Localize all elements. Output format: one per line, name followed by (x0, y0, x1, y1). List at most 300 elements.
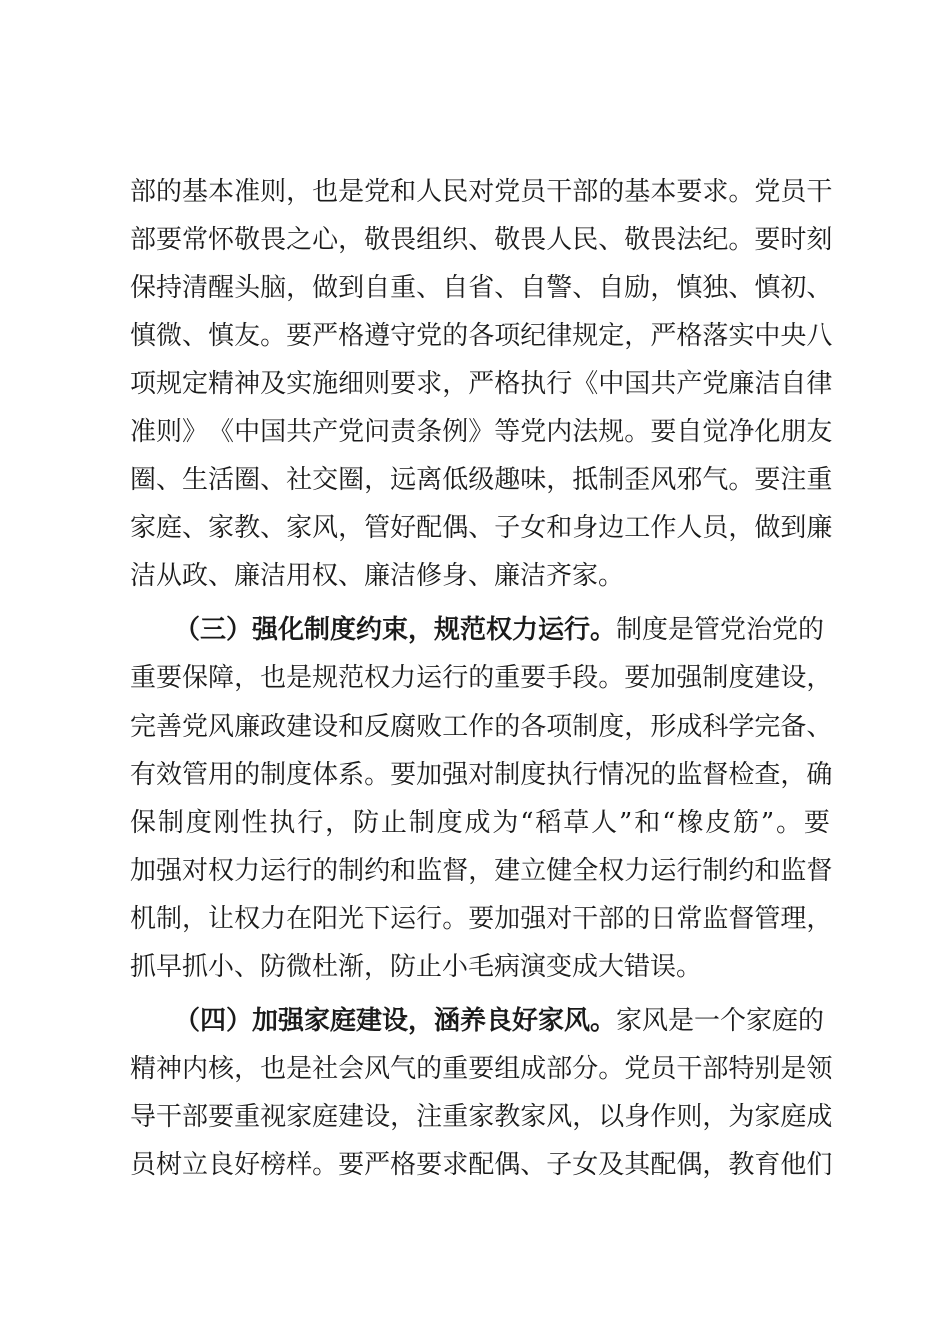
glyph: 中 (234, 417, 261, 448)
glyph: 则 (260, 177, 287, 207)
glyph: 。 (624, 417, 651, 448)
glyph: 权 (364, 663, 391, 694)
heading-continuation: 制度是管党治党的 (616, 615, 825, 646)
glyph: 执 (520, 369, 547, 400)
glyph: 完 (130, 711, 157, 742)
glyph: 有 (130, 759, 157, 790)
glyph: 重 (390, 273, 417, 304)
glyph: 度 (598, 711, 625, 742)
glyph: 督 (728, 903, 755, 934)
glyph: 日 (650, 903, 677, 934)
glyph: 责 (390, 417, 417, 448)
line-text (130, 895, 833, 943)
glyph: ， (728, 513, 755, 544)
glyph: 、 (806, 273, 833, 304)
line-text (130, 216, 833, 264)
glyph: 权 (598, 855, 625, 886)
text-line (130, 456, 833, 504)
glyph: 。 (260, 321, 287, 352)
glyph: 敬 (624, 225, 651, 256)
glyph: 设 (312, 711, 339, 742)
glyph: 圈 (234, 465, 261, 496)
glyph: 科 (702, 711, 729, 742)
glyph: 下 (364, 903, 391, 934)
glyph: 、 (260, 513, 287, 544)
glyph: 加 (130, 855, 157, 886)
glyph: 别 (754, 1053, 781, 1084)
glyph: 行 (297, 807, 324, 838)
glyph: 歪 (624, 465, 651, 496)
glyph: 的 (416, 1053, 443, 1084)
glyph: 例 (442, 417, 469, 448)
glyph: 部 (546, 1053, 573, 1084)
glyph: 监 (702, 903, 729, 934)
glyph: 监 (416, 855, 443, 886)
glyph: 严 (364, 1149, 391, 1180)
glyph: 到 (338, 273, 365, 304)
glyph: 实 (286, 369, 313, 400)
glyph: 风 (650, 465, 677, 496)
glyph: ， (364, 465, 391, 496)
glyph: 加 (494, 903, 521, 934)
glyph: 庭 (780, 1101, 807, 1132)
glyph: 内 (182, 1053, 209, 1084)
line-text (130, 504, 833, 552)
glyph: 配 (650, 1149, 677, 1180)
line-text (130, 799, 830, 847)
glyph: 检 (728, 759, 755, 790)
glyph: 确 (806, 759, 833, 790)
glyph: 八 (806, 321, 833, 352)
glyph: 善 (156, 711, 183, 742)
glyph: 。 (776, 807, 803, 838)
glyph: 员 (780, 177, 807, 207)
glyph: 各 (468, 321, 495, 352)
glyph: 风 (546, 1101, 573, 1132)
glyph: 人 (546, 225, 573, 256)
glyph: 度 (436, 807, 463, 838)
text-line (130, 504, 833, 552)
glyph: 本 (650, 177, 677, 207)
glyph: 、 (572, 273, 599, 304)
glyph: 微 (156, 321, 183, 352)
glyph: 建 (286, 711, 313, 742)
glyph: 偶 (676, 1149, 703, 1180)
text-line (130, 751, 833, 799)
glyph: 边 (598, 513, 625, 544)
glyph: 警 (546, 273, 573, 304)
glyph: 社 (286, 465, 313, 496)
glyph: 独 (702, 273, 729, 304)
glyph: 格 (390, 1149, 417, 1180)
glyph: 育 (754, 1149, 781, 1180)
glyph: 求 (416, 369, 443, 400)
glyph: 的 (494, 711, 521, 742)
glyph: 、 (598, 225, 625, 256)
glyph: 。 (598, 1053, 625, 1084)
glyph: 体 (312, 759, 339, 790)
glyph: 国 (260, 417, 287, 448)
glyph: ， (442, 369, 469, 400)
glyph: 是 (286, 1053, 313, 1084)
line-text (130, 703, 833, 751)
glyph: 重 (494, 663, 521, 694)
glyph: 要 (803, 807, 830, 838)
glyph: 作 (468, 711, 495, 742)
glyph: 、 (806, 711, 833, 742)
glyph: 干 (156, 1101, 183, 1132)
glyph: 敬 (364, 225, 391, 256)
glyph: 也 (260, 1053, 287, 1084)
glyph: “ (662, 807, 676, 838)
glyph: 导 (130, 1101, 157, 1132)
glyph: 好 (234, 1149, 261, 1180)
glyph: 度 (185, 807, 212, 838)
glyph: 机 (130, 903, 157, 934)
line-text (130, 312, 833, 360)
glyph: 格 (676, 321, 703, 352)
glyph: 友 (234, 321, 261, 352)
glyph: 刻 (806, 225, 833, 256)
glyph: 政 (260, 711, 287, 742)
glyph: 国 (624, 369, 651, 400)
glyph: 度 (728, 663, 755, 694)
glyph: 的 (624, 903, 651, 934)
glyph: 趣 (494, 465, 521, 496)
glyph: 社 (312, 1053, 339, 1084)
glyph: 党 (416, 321, 443, 352)
document-body (130, 168, 833, 1189)
text-line (130, 895, 833, 943)
glyph: 建 (494, 855, 521, 886)
glyph: 教 (494, 1101, 521, 1132)
glyph: 完 (754, 711, 781, 742)
glyph: 制 (572, 711, 599, 742)
glyph: 时 (780, 225, 807, 256)
glyph: 党 (338, 417, 365, 448)
glyph: ， (650, 273, 677, 304)
glyph: 人 (416, 177, 443, 207)
glyph: 慎 (754, 273, 781, 304)
glyph: 要 (286, 321, 313, 352)
glyph: 省 (468, 273, 495, 304)
glyph: 项 (494, 321, 521, 352)
line-text (130, 1093, 833, 1141)
glyph: 教 (234, 513, 261, 544)
glyph: 产 (676, 369, 703, 400)
glyph: 段 (572, 663, 599, 694)
glyph: 工 (442, 711, 469, 742)
glyph: ， (234, 1053, 261, 1084)
glyph: 风 (208, 711, 235, 742)
glyph: 部 (598, 903, 625, 934)
glyph: ， (286, 273, 313, 304)
glyph: 》 (468, 417, 495, 448)
glyph: 共 (650, 369, 677, 400)
glyph: 生 (182, 465, 209, 496)
line-text (130, 360, 833, 408)
glyph: “ (520, 807, 534, 838)
glyph: 要 (208, 1101, 235, 1132)
glyph: 监 (676, 759, 703, 790)
glyph: 强 (676, 663, 703, 694)
glyph: ， (325, 807, 352, 838)
glyph: 让 (208, 903, 235, 934)
glyph: 格 (494, 369, 521, 400)
glyph: 权 (234, 903, 261, 934)
line-text (130, 408, 833, 456)
glyph: 制 (702, 855, 729, 886)
glyph: 皮 (705, 807, 732, 838)
glyph: 问 (364, 417, 391, 448)
glyph: 家 (208, 513, 235, 544)
glyph: 执 (546, 759, 573, 790)
glyph: 本 (208, 177, 235, 207)
glyph: 风 (364, 1053, 391, 1084)
text-line (130, 360, 833, 408)
text-line (130, 943, 830, 991)
glyph: 组 (416, 225, 443, 256)
glyph: 项 (546, 711, 573, 742)
glyph: 行 (572, 759, 599, 790)
glyph: 立 (520, 855, 547, 886)
glyph: 圈 (338, 465, 365, 496)
glyph: ， (702, 1149, 729, 1180)
glyph: ， (390, 1101, 417, 1132)
glyph: 定 (598, 321, 625, 352)
glyph: 友 (806, 417, 833, 448)
glyph: 组 (494, 1053, 521, 1084)
glyph: 和 (634, 807, 661, 838)
glyph: 中 (754, 321, 781, 352)
glyph: 加 (650, 663, 677, 694)
glyph: 学 (728, 711, 755, 742)
glyph: 远 (390, 465, 417, 496)
glyph: 。 (728, 465, 755, 496)
glyph: 要 (390, 759, 417, 790)
glyph: 也 (260, 663, 287, 694)
glyph: 规 (598, 417, 625, 448)
text-line (130, 1093, 833, 1141)
glyph: 重 (234, 1101, 261, 1132)
glyph: 成 (464, 807, 491, 838)
glyph: 力 (260, 903, 287, 934)
glyph: 落 (702, 321, 729, 352)
glyph: 领 (806, 1053, 833, 1084)
glyph: 系 (338, 759, 365, 790)
glyph: 党 (520, 417, 547, 448)
glyph: 法 (572, 417, 599, 448)
glyph: 敬 (494, 225, 521, 256)
glyph: 重 (130, 663, 157, 694)
glyph: 注 (416, 1101, 443, 1132)
glyph: 管 (754, 903, 781, 934)
glyph: 。 (728, 177, 755, 207)
glyph: 抵 (572, 465, 599, 496)
glyph: 备 (780, 711, 807, 742)
glyph: ， (624, 321, 651, 352)
glyph: 行 (286, 855, 313, 886)
glyph: 力 (234, 855, 261, 886)
glyph: 党 (624, 1053, 651, 1084)
text-line (130, 703, 833, 751)
glyph: 健 (546, 855, 573, 886)
glyph: 。 (728, 225, 755, 256)
glyph: 力 (390, 663, 417, 694)
glyph: 精 (130, 1053, 157, 1084)
glyph: 施 (312, 369, 339, 400)
glyph: 员 (702, 513, 729, 544)
glyph: 精 (208, 369, 235, 400)
line-text (130, 751, 833, 799)
glyph: 员 (520, 177, 547, 207)
glyph: 会 (338, 1053, 365, 1084)
glyph: 各 (520, 711, 547, 742)
glyph: 共 (286, 417, 313, 448)
glyph: 慎 (130, 321, 157, 352)
glyph: 廉 (806, 513, 833, 544)
glyph: 怀 (208, 225, 235, 256)
glyph: 家 (286, 513, 313, 544)
line-text (130, 847, 833, 895)
glyph: 、 (260, 465, 287, 496)
glyph: 头 (234, 273, 261, 304)
glyph: 则 (364, 369, 391, 400)
glyph: 自 (442, 273, 469, 304)
glyph: 光 (338, 903, 365, 934)
glyph: 、 (468, 513, 495, 544)
glyph: 作 (650, 1101, 677, 1132)
glyph: 运 (650, 855, 677, 886)
glyph: 则 (676, 1101, 703, 1132)
glyph: 党 (702, 369, 729, 400)
line-text (130, 1141, 833, 1189)
glyph: 对 (468, 177, 495, 207)
glyph: 部 (130, 177, 157, 207)
glyph: 橡 (677, 807, 704, 838)
glyph: 规 (312, 663, 339, 694)
glyph: 查 (754, 759, 781, 790)
glyph: 级 (468, 465, 495, 496)
glyph: 运 (416, 663, 443, 694)
glyph: ， (546, 465, 573, 496)
glyph: 自 (598, 273, 625, 304)
glyph: 脑 (260, 273, 287, 304)
glyph: 管 (364, 513, 391, 544)
glyph: 力 (624, 855, 651, 886)
text-line (130, 408, 833, 456)
glyph: 中 (598, 369, 625, 400)
glyph: 味 (520, 465, 547, 496)
glyph: 教 (728, 1149, 755, 1180)
glyph: 身 (624, 1101, 651, 1132)
glyph: 反 (364, 711, 391, 742)
glyph: 以 (598, 1101, 625, 1132)
glyph: 、 (494, 273, 521, 304)
glyph: 民 (442, 177, 469, 207)
glyph: 配 (416, 513, 443, 544)
glyph: 及 (260, 369, 287, 400)
glyph: 配 (468, 1149, 495, 1180)
glyph: 的 (442, 321, 469, 352)
glyph: 圈 (130, 465, 157, 496)
line-text: 抓早抓小、防微杜渐，防止小毛病演变成大错误。 (130, 951, 703, 982)
glyph: 要 (676, 177, 703, 207)
text-line (130, 654, 833, 702)
glyph: 制 (494, 759, 521, 790)
glyph: 样 (286, 1149, 313, 1180)
glyph: 建 (754, 663, 781, 694)
glyph: 畏 (260, 225, 287, 256)
glyph: 化 (754, 417, 781, 448)
glyph: 家 (130, 513, 157, 544)
glyph: 强 (156, 855, 183, 886)
glyph: 度 (286, 759, 313, 790)
glyph: 觉 (702, 417, 729, 448)
glyph: 慎 (208, 321, 235, 352)
glyph: 设 (780, 663, 807, 694)
glyph: 保 (130, 807, 157, 838)
glyph: 偶 (442, 513, 469, 544)
glyph: 核 (208, 1053, 235, 1084)
glyph: 的 (598, 177, 625, 207)
glyph: 基 (624, 177, 651, 207)
glyph: 严 (312, 321, 339, 352)
glyph: ， (338, 225, 365, 256)
glyph: 规 (156, 369, 183, 400)
glyph: 家 (754, 1101, 781, 1132)
glyph: 止 (380, 807, 407, 838)
glyph: 和 (390, 855, 417, 886)
glyph: 刚 (213, 807, 240, 838)
glyph: 督 (702, 759, 729, 790)
glyph: 立 (182, 1149, 209, 1180)
glyph: 行 (676, 855, 703, 886)
glyph: 项 (130, 369, 157, 400)
glyph: 活 (208, 465, 235, 496)
glyph: 部 (182, 1101, 209, 1132)
glyph: 基 (182, 177, 209, 207)
glyph: ， (702, 1101, 729, 1132)
glyph: 洁 (754, 369, 781, 400)
glyph: 守 (390, 321, 417, 352)
glyph: 规 (572, 321, 599, 352)
glyph: 初 (780, 273, 807, 304)
glyph: 范 (338, 663, 365, 694)
glyph: 草 (563, 807, 590, 838)
glyph: 女 (520, 513, 547, 544)
glyph: 准 (234, 177, 261, 207)
glyph: 重 (806, 465, 833, 496)
glyph: 朋 (780, 417, 807, 448)
glyph: 人 (676, 513, 703, 544)
glyph: 神 (156, 1053, 183, 1084)
glyph: 要 (520, 663, 547, 694)
glyph: 、 (182, 513, 209, 544)
glyph: 气 (390, 1053, 417, 1084)
line-text (130, 606, 824, 654)
glyph: 律 (546, 321, 573, 352)
glyph: 运 (260, 855, 287, 886)
line-text (130, 456, 833, 504)
glyph: 干 (806, 177, 833, 207)
glyph: 员 (130, 1149, 157, 1180)
glyph: 自 (364, 273, 391, 304)
glyph: 特 (728, 1053, 755, 1084)
glyph: 执 (269, 807, 296, 838)
glyph: 党 (754, 177, 781, 207)
line-text (130, 264, 833, 312)
